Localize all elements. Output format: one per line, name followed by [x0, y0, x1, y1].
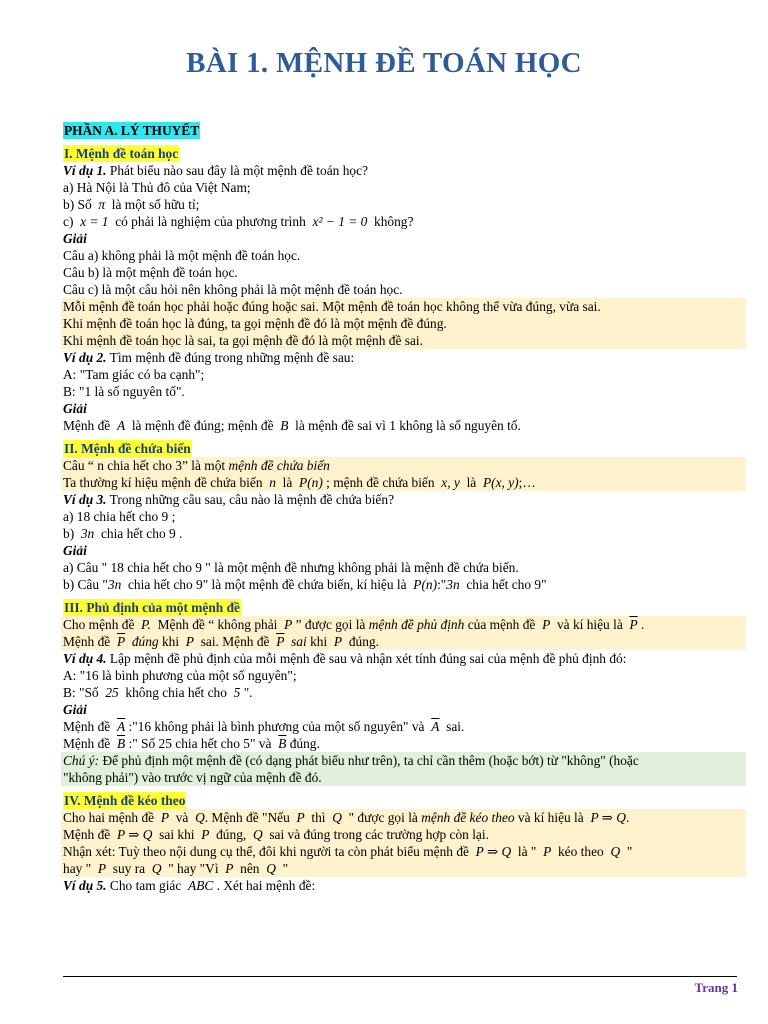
note-box: Chú ý: Để phủ định một mệnh đề (có dạng phát biểu như trên), ta chỉ cần thêm (hoặc bớt) từ "không" (hoặc "không phải") vào trước vị ngữ của mệnh đề đó.	[61, 752, 746, 786]
example-2-question: Ví dụ 2. Tìm mệnh đề đúng trong những mệnh đề sau:	[63, 350, 355, 365]
example-4-question: Ví dụ 4. Lập mệnh đề phủ định của mỗi mệnh đề sau và nhận xét tính đúng sai của mệnh đề phủ định đó:	[63, 651, 627, 666]
section-heading-2: II. Mệnh đề chứa biến	[64, 441, 191, 456]
example-1-c: c) x = 1 có phải là nghiệm của phương trình x² − 1 = 0 không?	[63, 214, 414, 229]
solution-line: Câu a) không phải là một mệnh đề toán học.	[63, 248, 301, 263]
solution-line: Mệnh đề $\overline{B}$ :" Số 25 chia hết cho 5" và $\overline{B}$ đúng.	[63, 736, 320, 751]
definition-box: Câu “ n chia hết cho 3” là một mệnh đề chứa biến Ta thường kí hiệu mệnh đề chứa biến n là P(n) ; mệnh đề chứa biến x, y là P(x, y);…	[61, 457, 746, 491]
solution-line: Mệnh đề A là mệnh đề đúng; mệnh đề B là mệnh đề sai vì 1 không là số nguyên tố.	[63, 418, 521, 433]
example-2-b: B: "1 là số nguyên tố".	[63, 384, 185, 399]
example-4-a: A: "16 là bình phương của một số nguyên";	[63, 668, 297, 683]
example-3-question: Ví dụ 3. Trong những câu sau, câu nào là mệnh đề chứa biến?	[63, 492, 395, 507]
part-heading: PHẦN A. LÝ THUYẾT	[64, 123, 200, 138]
section-heading-4: IV. Mệnh đề kéo theo	[64, 793, 186, 808]
document-body	[63, 122, 746, 894]
footer-divider	[63, 976, 737, 977]
example-3-a: a) 18 chia hết cho 9 ;	[63, 509, 176, 524]
solution-label: Giải	[63, 231, 87, 246]
example-1-question: Ví dụ 1. Phát biểu nào sau đây là một mệnh đề toán học?	[63, 163, 368, 178]
example-2-a: A: "Tam giác có ba cạnh";	[63, 367, 205, 382]
definition-box: Cho mệnh đề P. Mệnh đề “ không phải P ” được gọi là mệnh đề phủ định của mệnh đề P và kí hiệu là $\overline{P}$ . Mệnh đề $\overline{P}$ đúng khi P sai. Mệnh đề $\overline{P}$ sai khi P đúng.	[61, 616, 746, 650]
example-1-b: b) Số π là một số hữu tỉ;	[63, 197, 200, 212]
page-title: BÀI 1. MỆNH ĐỀ TOÁN HỌC	[186, 47, 582, 79]
section-heading-3: III. Phủ định của một mệnh đề	[64, 600, 240, 615]
solution-label: Giải	[63, 401, 87, 416]
solution-label: Giải	[63, 543, 87, 558]
example-1-a: a) Hà Nội là Thủ đô của Việt Nam;	[63, 180, 251, 195]
example-4-b: B: "Số 25 không chia hết cho 5 ".	[63, 685, 253, 700]
solution-line: Câu c) là một câu hỏi nên không phải là một mệnh đề toán học.	[63, 282, 403, 297]
solution-line: b) Câu "3n chia hết cho 9" là một mệnh đề chứa biến, kí hiệu là P(n):"3n chia hết cho 9"	[63, 577, 547, 592]
section-heading-1: I. Mệnh đề toán học	[64, 146, 179, 161]
solution-label: Giải	[63, 702, 87, 717]
definition-box: Cho hai mệnh đề P và Q. Mệnh đề "Nếu P thì Q " được gọi là mệnh đề kéo theo và kí hiệu là P ⇒ Q. Mệnh đề P ⇒ Q sai khi P đúng, Q sai và đúng trong các trường hợp còn lại. Nhận xét: Tuỳ theo nội dung cụ thể, đôi khi người ta còn phát biểu mệnh đề P ⇒ Q là " P kéo theo Q " hay " P suy ra Q " hay "Vì P nên Q "	[61, 809, 746, 877]
solution-line: a) Câu " 18 chia hết cho 9 " là một mệnh đề nhưng không phải là mệnh đề chứa biến.	[63, 560, 519, 575]
example-3-b: b) 3n chia hết cho 9 .	[63, 526, 183, 541]
definition-box: Mỗi mệnh đề toán học phải hoặc đúng hoặc sai. Một mệnh đề toán học không thể vừa đúng, vừa sai. Khi mệnh đề toán học là đúng, ta gọi mệnh đề đó là một mệnh đề đúng. Khi mệnh đề toán học là sai, ta gọi mệnh đề đó là một mệnh đề sai.	[61, 298, 746, 349]
solution-line: Câu b) là một mệnh đề toán học.	[63, 265, 238, 280]
example-5-question: Ví dụ 5. Cho tam giác ABC . Xét hai mệnh đề:	[63, 878, 316, 893]
solution-line: Mệnh đề $\overline{A}$ :"16 không phải là bình phương của một số nguyên" và $\overline{A}$ sai.	[63, 719, 465, 734]
page-number: Trang 1	[694, 980, 738, 995]
